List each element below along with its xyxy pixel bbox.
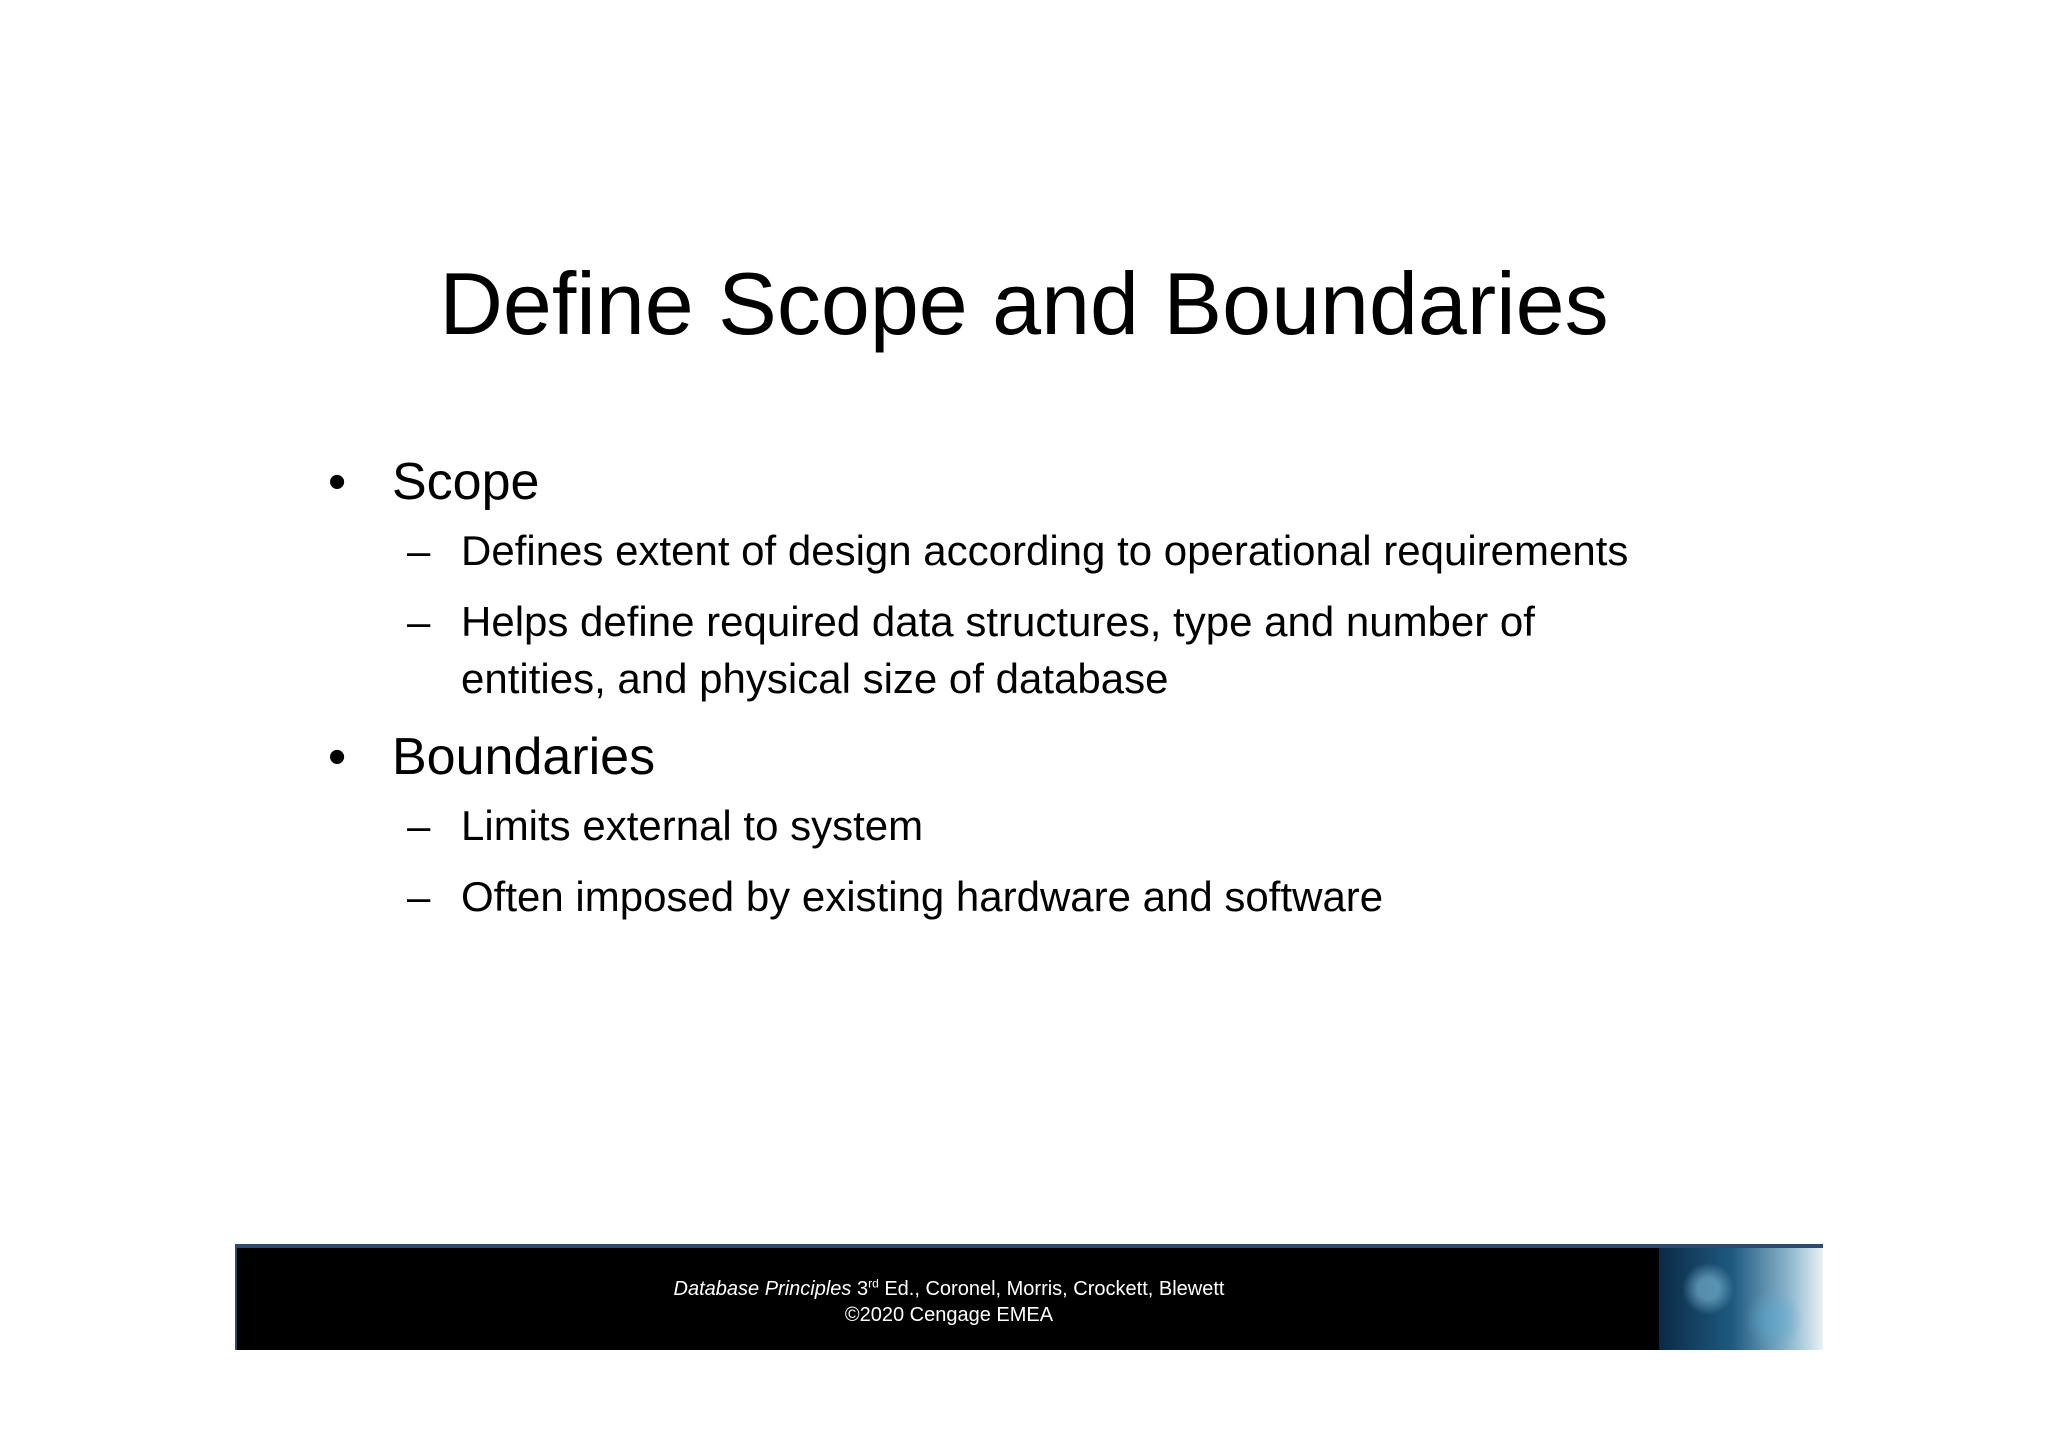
- footer-edition-suffix: rd: [868, 1276, 879, 1291]
- bullet-icon: •: [328, 728, 347, 786]
- sub-item: [328, 868, 1768, 925]
- footer-decorative-image: [1659, 1248, 1823, 1350]
- footer-edition-number: 3: [856, 1278, 869, 1300]
- footer-bar: [235, 1244, 1823, 1350]
- sub-item: [328, 593, 1768, 650]
- sub-item-label: entities, and physical size of database: [461, 655, 1169, 702]
- footer-citation: [237, 1276, 1661, 1328]
- dash-icon: –: [407, 873, 431, 920]
- sub-item-continuation: [328, 650, 1768, 707]
- sub-item: [328, 522, 1768, 579]
- bullet-boundaries: [328, 725, 1768, 789]
- dash-icon: –: [407, 802, 431, 849]
- bullet-list: [328, 450, 1768, 925]
- dash-icon: –: [407, 527, 431, 574]
- sub-item-label: Helps define required data structures, type and number of: [461, 598, 1535, 645]
- footer-book-title: Database Principles: [673, 1278, 852, 1300]
- footer-authors: Ed., Coronel, Morris, Crockett, Blewett: [878, 1278, 1225, 1300]
- sub-item-label: Often imposed by existing hardware and software: [461, 873, 1384, 920]
- bullet-label: Scope: [392, 453, 540, 511]
- footer-line-1: [237, 1276, 1661, 1302]
- bullet-icon: •: [328, 453, 347, 511]
- sub-list-scope: [328, 522, 1768, 707]
- footer-copyright: ©2020 Cengage EMEA: [844, 1304, 1054, 1326]
- sub-item-label: Limits external to system: [461, 802, 924, 849]
- bullet-scope: [328, 450, 1768, 514]
- sub-item-label: Defines extent of design according to operational requirements: [461, 527, 1629, 574]
- sub-item: [328, 797, 1768, 854]
- slide-title: Define Scope and Boundaries: [439, 254, 1609, 353]
- sub-list-boundaries: [328, 797, 1768, 925]
- dash-icon: –: [407, 598, 431, 645]
- bullet-label: Boundaries: [392, 728, 656, 786]
